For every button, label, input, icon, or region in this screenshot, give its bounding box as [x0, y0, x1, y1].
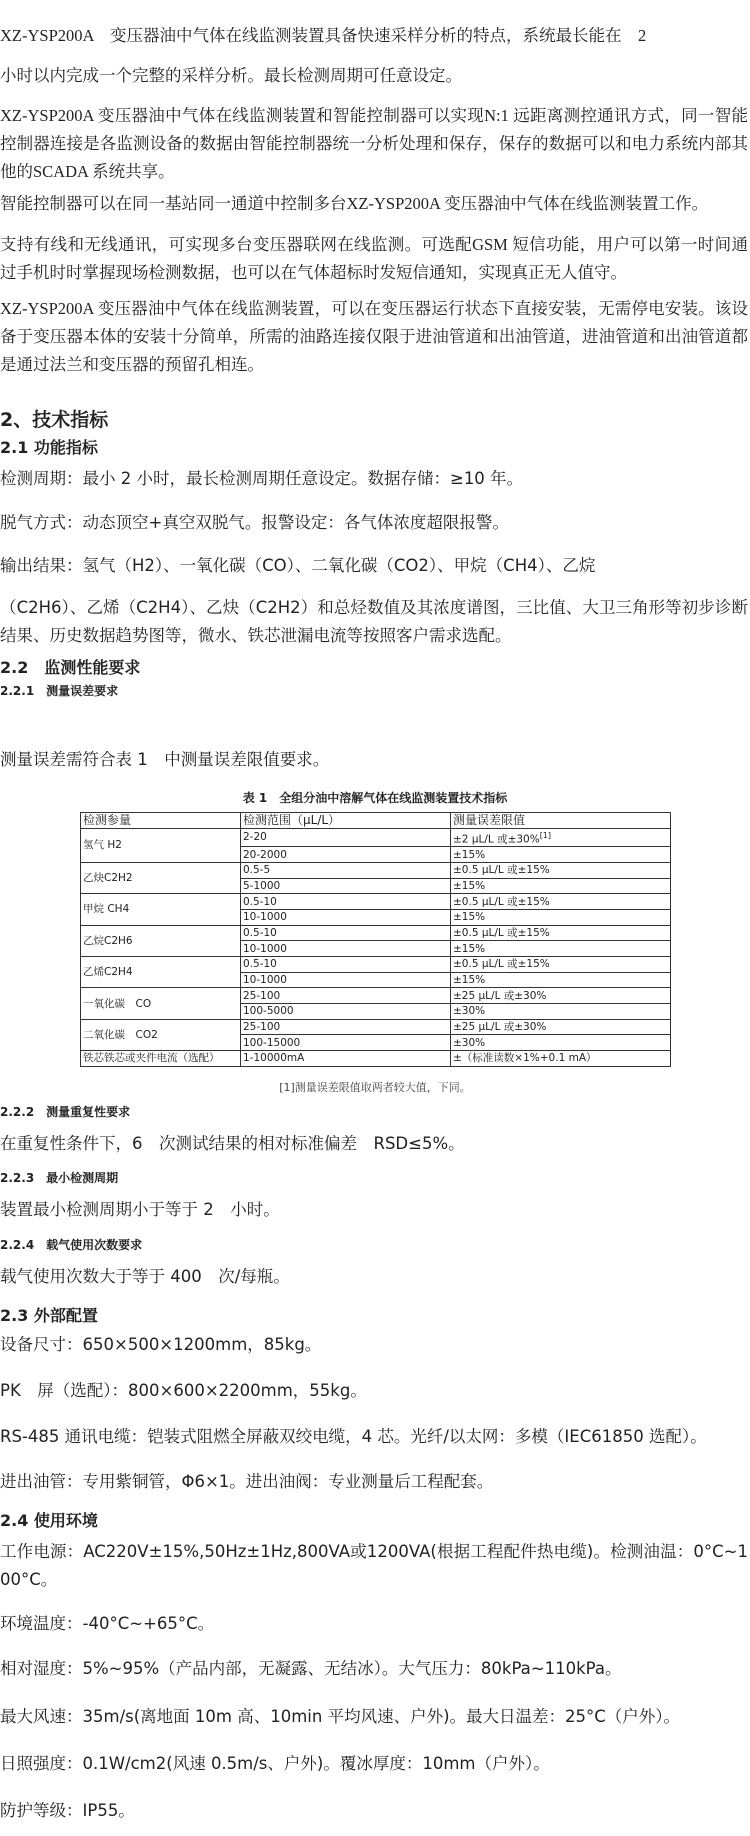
error-limit-cell — [451, 1019, 671, 1035]
section-2-3-heading: 2.3 外部配置 — [0, 1306, 98, 1325]
range-cell: 5-1000 — [241, 878, 451, 894]
error-limit-cell — [451, 878, 671, 894]
error-limit-cell — [451, 957, 671, 973]
range-cell: 0.5-10 — [241, 957, 451, 973]
range-cell: 0.5-10 — [241, 894, 451, 910]
section-2-2-3-heading: 2.2.3 最小检测周期 — [0, 1171, 119, 1185]
table-row — [81, 828, 671, 847]
table-row — [81, 925, 671, 941]
error-limit-cell — [451, 925, 671, 941]
range-cell: 100-5000 — [241, 1004, 451, 1020]
external-config-line-2: PK 屏（选配）：800×600×2200mm，55kg。 — [0, 1381, 367, 1400]
range-cell: 25-100 — [241, 988, 451, 1004]
error-limit-text: ±25 μL/L 或±30% — [453, 989, 547, 1002]
environment-line-5: 日照强度：0.1W/cm2(风速 0.5m/s、户外)。覆冰厚度：10mm（户外）。 — [0, 1754, 550, 1773]
table-row — [81, 894, 671, 910]
range-cell: 100-15000 — [241, 1035, 451, 1051]
error-limit-text: ±30% — [453, 1036, 486, 1049]
param-cell: 氢气 H2 — [81, 828, 241, 862]
environment-line-3: 相对湿度：5%~95%（产品内部，无凝露、无结冰）。大气压力：80kPa~110kPa。 — [0, 1659, 622, 1678]
error-limit-cell — [451, 847, 671, 863]
error-limit-text: ±15% — [453, 911, 486, 924]
table-header-row — [81, 813, 671, 829]
range-cell: 25-100 — [241, 1019, 451, 1035]
section-2-4-heading: 2.4 使用环境 — [0, 1511, 98, 1530]
error-limit-cell — [451, 972, 671, 988]
table-row — [81, 1019, 671, 1035]
intro-paragraph-2: XZ-YSP200A 变压器油中气体在线监测装置和智能控制器可以实现N:1 远距离测控通讯方式，同一智能控制器连接是各监测设备的数据由智能控制器统一分析处理和保存，保存的数据可以和电力系统内部其他的SCADA 系统共享。 — [0, 106, 748, 181]
range-cell: 10-1000 — [241, 941, 451, 957]
error-limit-cell — [451, 988, 671, 1004]
environment-line-1: 工作电源：AC220V±15%,50Hz±1Hz,800VA或1200VA(根据工程配件热电缆)。检测油温：0°C~100°C。 — [0, 1542, 748, 1589]
error-limit-text: ±0.5 μL/L 或±15% — [453, 895, 550, 908]
range-cell: 2-20 — [241, 828, 451, 847]
error-limit-text: ±30% — [453, 1005, 486, 1018]
error-limit-cell — [451, 1035, 671, 1051]
func-spec-line-3: 输出结果：氢气（H2）、一氧化碳（CO）、二氧化碳（CO2）、甲烷（CH4）、乙烷 — [0, 556, 596, 575]
error-limit-text: ±25 μL/L 或±30% — [453, 1021, 547, 1034]
error-limit-cell — [451, 828, 671, 847]
min-cycle-text: 装置最小检测周期小于等于 2 小时。 — [0, 1200, 280, 1219]
intro-paragraph-4: 支持有线和无线通讯，可实现多台变压器联网在线监测。可选配GSM 短信功能，用户可以第一时间通过手机时时掌握现场检测数据，也可以在气体超标时发短信通知，实现真正无人值守。 — [0, 235, 748, 282]
measurement-error-text: 测量误差需符合表 1 中测量误差限值要求。 — [0, 750, 330, 769]
error-limit-cell — [451, 909, 671, 925]
error-limit-text: ±0.5 μL/L 或±15% — [453, 958, 550, 971]
spec-table — [80, 812, 671, 1067]
range-cell: 10-1000 — [241, 972, 451, 988]
section-2-2-heading: 2.2 监测性能要求 — [0, 658, 141, 677]
error-limit-cell — [451, 1004, 671, 1020]
table-row — [81, 957, 671, 973]
table-header-cell: 检测参量 — [81, 813, 241, 829]
param-cell: 乙烯C2H4 — [81, 957, 241, 988]
intro-paragraph-3: 智能控制器可以在同一基站同一通道中控制多台XZ-YSP200A 变压器油中气体在线监测装置工作。 — [0, 194, 709, 213]
func-spec-line-1: 检测周期：最小 2 小时，最长检测周期任意设定。数据存储：≥10 年。 — [0, 469, 524, 488]
error-limit-text: ±（标准读数×1%+0.1 mA） — [453, 1052, 597, 1065]
range-cell: 1-10000mA — [241, 1051, 451, 1067]
param-cell: 乙炔C2H2 — [81, 862, 241, 893]
environment-line-2: 环境温度：-40°C~+65°C。 — [0, 1614, 215, 1633]
error-limit-text: ±0.5 μL/L 或±15% — [453, 926, 550, 939]
range-cell: 0.5-10 — [241, 925, 451, 941]
error-limit-text: ±15% — [453, 879, 486, 892]
footnote-marker: [1] — [539, 830, 552, 840]
table-row — [81, 1051, 671, 1067]
func-spec-line-2: 脱气方式：动态顶空+真空双脱气。报警设定：各气体浓度超限报警。 — [0, 513, 509, 532]
error-limit-cell — [451, 894, 671, 910]
environment-line-6: 防护等级：IP55。 — [0, 1801, 135, 1820]
external-config-line-4: 进出油管：专用紫铜管，Φ6×1。进出油阀：专业测量后工程配套。 — [0, 1472, 494, 1491]
error-limit-text: ±15% — [453, 942, 486, 955]
error-limit-text: ±15% — [453, 974, 486, 987]
func-spec-line-4: （C2H6）、乙烯（C2H4）、乙炔（C2H2）和总烃数值及其浓度谱图，三比值、大卫三角形等初步诊断结果、历史数据趋势图等，微水、铁芯泄漏电流等按照客户需求选配。 — [0, 598, 748, 645]
param-cell: 铁芯铁芯或夹件电流（选配） — [81, 1051, 241, 1067]
section-2-1-heading: 2.1 功能指标 — [0, 438, 98, 457]
external-config-line-1: 设备尺寸：650×500×1200mm，85kg。 — [0, 1335, 322, 1354]
repeatability-text: 在重复性条件下，6 次测试结果的相对标准偏差 RSD≤5%。 — [0, 1134, 465, 1153]
table-header-cell: 测量误差限值 — [451, 813, 671, 829]
intro-line-1: XZ-YSP200A 变压器油中气体在线监测装置具备快速采样分析的特点，系统最长能在 2 — [0, 26, 647, 45]
table-caption: 表 1 全组分油中溶解气体在线监测装置技术指标 — [242, 791, 508, 805]
param-cell: 一氧化碳 CO — [81, 988, 241, 1019]
error-limit-cell — [451, 1051, 671, 1067]
external-config-line-3: RS-485 通讯电缆：铠装式阻燃全屏蔽双绞电缆，4 芯。光纤/以太网：多模（IEC61850 选配）。 — [0, 1427, 707, 1446]
table-footnote: [1]测量误差限值取两者较大值，下同。 — [279, 1081, 471, 1094]
environment-line-4: 最大风速：35m/s(离地面 10m 高、10min 平均风速、户外)。最大日温差：25°C（户外）。 — [0, 1707, 681, 1726]
section-2-2-1-heading: 2.2.1 测量误差要求 — [0, 684, 119, 698]
table-row — [81, 988, 671, 1004]
range-cell: 0.5-5 — [241, 862, 451, 878]
error-limit-text: ±0.5 μL/L 或±15% — [453, 864, 550, 877]
table-header-cell: 检测范围（μL/L） — [241, 813, 451, 829]
error-limit-text: ±2 μL/L 或±30% — [453, 833, 540, 846]
param-cell: 甲烷 CH4 — [81, 894, 241, 925]
range-cell: 10-1000 — [241, 909, 451, 925]
section-2-2-4-heading: 2.2.4 载气使用次数要求 — [0, 1238, 143, 1252]
intro-paragraph-5: XZ-YSP200A 变压器油中气体在线监测装置，可以在变压器运行状态下直接安装，无需停电安装。该设备于变压器本体的安装十分简单，所需的油路连接仅限于进油管道和出油管道，进油管道和出油管道都是通过法兰和变压器的预留孔相连。 — [0, 299, 748, 374]
param-cell: 二氧化碳 CO2 — [81, 1019, 241, 1050]
intro-line-2: 小时以内完成一个完整的采样分析。最长检测周期可任意设定。 — [0, 66, 462, 85]
range-cell: 20-2000 — [241, 847, 451, 863]
table-row — [81, 862, 671, 878]
section-2-2-2-heading: 2.2.2 测量重复性要求 — [0, 1105, 131, 1119]
param-cell: 乙烷C2H6 — [81, 925, 241, 956]
error-limit-cell — [451, 941, 671, 957]
section-2-heading: 2、技术指标 — [0, 409, 109, 431]
error-limit-text: ±15% — [453, 848, 486, 861]
error-limit-cell — [451, 862, 671, 878]
carrier-gas-text: 载气使用次数大于等于 400 次/每瓶。 — [0, 1267, 290, 1286]
